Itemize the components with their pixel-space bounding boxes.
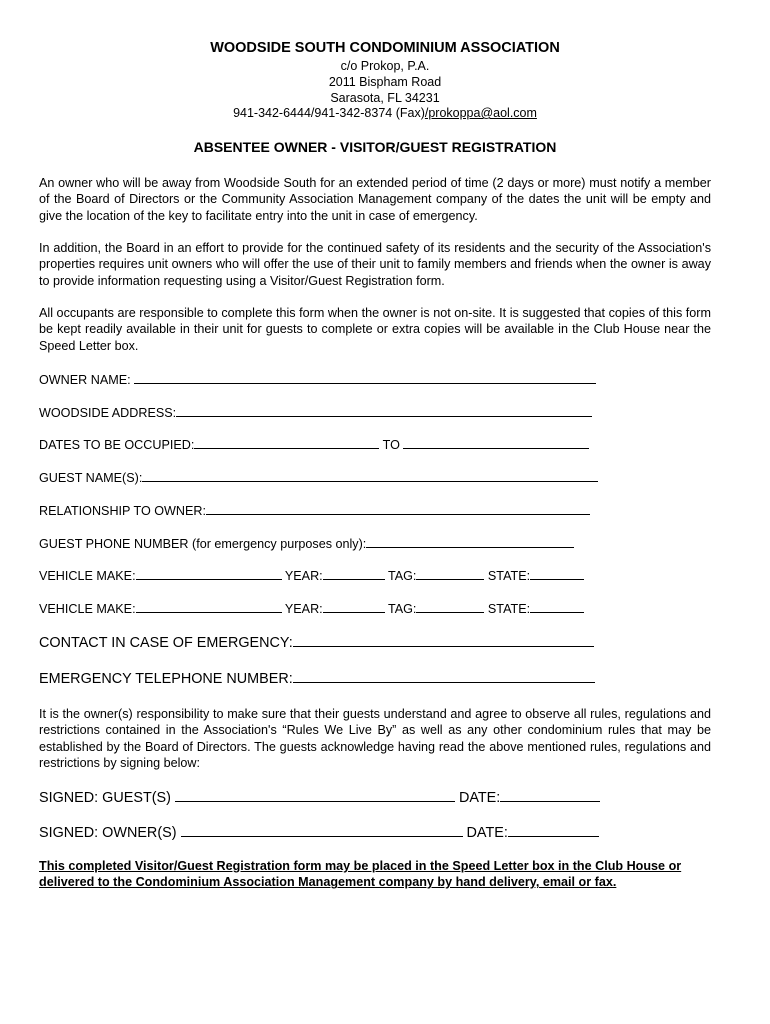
org-name: WOODSIDE SOUTH CONDOMINIUM ASSOCIATION xyxy=(210,40,560,56)
vehicle-make-field-1[interactable] xyxy=(136,567,282,580)
care-of-line: c/o Prokop, P.A. xyxy=(340,59,430,73)
emergency-contact-label: CONTACT IN CASE OF EMERGENCY: xyxy=(39,635,293,651)
state-field-2[interactable] xyxy=(530,600,584,613)
relationship-label: RELATIONSHIP TO OWNER: xyxy=(39,504,207,518)
signed-owner-label: SIGNED: OWNER(S) xyxy=(39,825,177,841)
guest-date-label: DATE: xyxy=(458,790,501,806)
owner-name-row xyxy=(39,371,596,387)
tag-field-2[interactable] xyxy=(416,600,484,613)
tag-field-1[interactable] xyxy=(416,567,484,580)
dates-label: DATES TO BE OCCUPIED: xyxy=(39,438,195,452)
guest-names-row xyxy=(39,469,598,485)
emergency-phone-field[interactable] xyxy=(293,670,595,683)
guest-names-field[interactable] xyxy=(142,469,598,482)
dates-to-label: TO xyxy=(382,438,400,452)
vehicle-make-field-2[interactable] xyxy=(136,600,282,613)
address-row xyxy=(39,404,592,420)
dates-row xyxy=(39,436,589,452)
year-label: YEAR: xyxy=(284,569,323,583)
guest-names-label: GUEST NAME(S): xyxy=(39,471,143,485)
emergency-contact-row xyxy=(39,634,594,651)
guest-date-field[interactable] xyxy=(500,789,600,802)
year-field-1[interactable] xyxy=(323,567,385,580)
emergency-phone-label: EMERGENCY TELEPHONE NUMBER: xyxy=(39,671,293,687)
footer-note: This completed Visitor/Guest Registration form may be placed in the Speed Letter box in the Club House or delivered to the Condominium Association Management company by hand delivery, email or fax. xyxy=(39,859,682,890)
year-label: YEAR: xyxy=(284,602,323,616)
vehicle-row-2 xyxy=(39,600,584,616)
occupants-paragraph: All occupants are responsible to complete this form when the owner is not on-site. It is suggested that copies of this form be kept readily available in their unit for guests to complete or extra copies will be available in the Club House near the Speed Letter box. xyxy=(39,306,711,353)
vehicle-row-1 xyxy=(39,567,584,583)
year-field-2[interactable] xyxy=(323,600,385,613)
signed-owner-field[interactable] xyxy=(181,824,463,837)
dates-to-field[interactable] xyxy=(403,436,589,449)
signed-guest-label: SIGNED: GUEST(S) xyxy=(39,790,171,806)
intro-paragraph: An owner who will be away from Woodside South for an extended period of time (2 days or more) must notify a member of the Board of Directors or the Community Association Management company of the dates the unit will be empty and give the location of the key to facilitate entry into the unit in case of emergency. xyxy=(39,176,711,223)
owner-date-field[interactable] xyxy=(508,824,599,837)
form-title: ABSENTEE OWNER - VISITOR/GUEST REGISTRATION xyxy=(193,139,557,155)
vehicle-make-label: VEHICLE MAKE: xyxy=(39,602,136,616)
email-link[interactable]: /prokoppa@aol.com xyxy=(424,106,537,120)
street-line: 2011 Bispham Road xyxy=(328,75,442,89)
tag-label: TAG: xyxy=(387,602,417,616)
guest-phone-label: GUEST PHONE NUMBER (for emergency purposes only): xyxy=(39,537,367,551)
state-label: STATE: xyxy=(487,569,531,583)
tag-label: TAG: xyxy=(387,569,417,583)
signed-guest-row xyxy=(39,789,600,806)
city-line: Sarasota, FL 34231 xyxy=(330,91,440,105)
relationship-row xyxy=(39,502,590,518)
address-field[interactable] xyxy=(176,404,592,417)
signed-guest-field[interactable] xyxy=(175,789,455,802)
guest-phone-field[interactable] xyxy=(366,535,574,548)
owner-name-label: OWNER NAME: xyxy=(39,373,131,387)
guest-phone-row xyxy=(39,535,574,551)
relationship-field[interactable] xyxy=(206,502,590,515)
emergency-contact-field[interactable] xyxy=(293,634,594,647)
phone-fax-text: 941-342-6444/941-342-8374 (Fax) xyxy=(233,106,425,120)
vehicle-make-label: VEHICLE MAKE: xyxy=(39,569,136,583)
address-label: WOODSIDE ADDRESS: xyxy=(39,406,177,420)
signed-owner-row xyxy=(39,824,599,841)
owner-name-field[interactable] xyxy=(134,371,596,384)
contact-line xyxy=(0,106,770,120)
owner-date-label: DATE: xyxy=(466,825,508,841)
rules-paragraph: It is the owner(s) responsibility to make sure that their guests understand and agree to observe all rules, regulations and restrictions contained in the Association's “Rules We Live By” as well as any other condominium rules that may be established by the Board of Directors. The guests acknowledge having read the above mentioned rules, regulations and restrictions by signing below: xyxy=(39,707,711,770)
state-field-1[interactable] xyxy=(530,567,584,580)
board-paragraph: In addition, the Board in an effort to provide for the continued safety of its residents and the security of the Association's properties requires unit owners who will offer the use of their unit to family members and friends when the owner is away to provide information requesting using a Visitor/Guest Registration form. xyxy=(39,241,711,288)
dates-from-field[interactable] xyxy=(194,436,379,449)
emergency-phone-row xyxy=(39,670,595,687)
state-label: STATE: xyxy=(487,602,531,616)
